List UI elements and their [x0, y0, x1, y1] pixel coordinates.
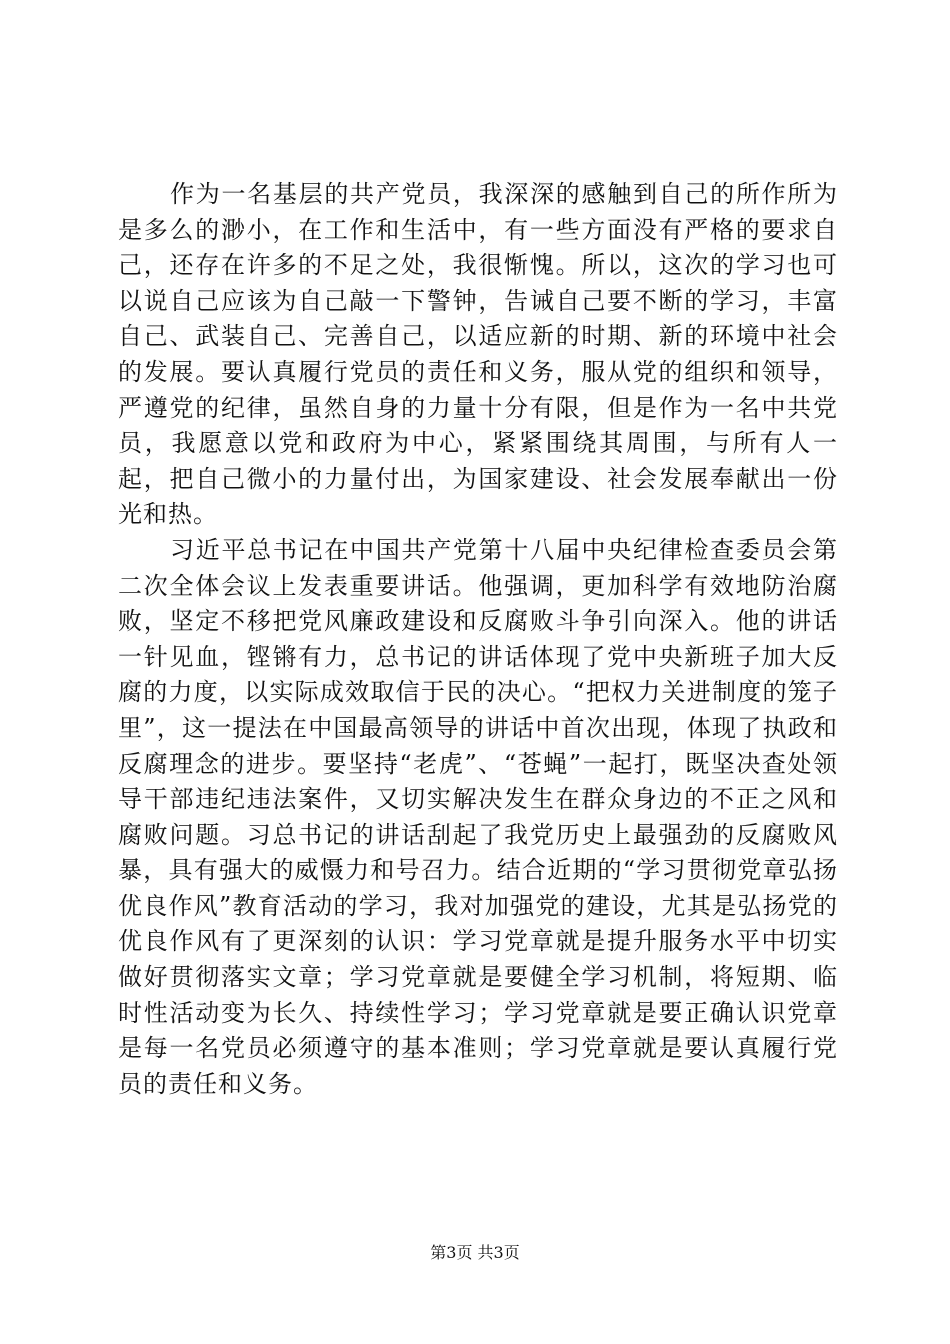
paragraph-1: 作为一名基层的共产党员，我深深的感触到自己的所作所为是多么的渺小，在工作和生活中，有一些方面没有严格的要求自己，还存在许多的不足之处，我很惭愧。所以，这次的学习也可以说自己应该为自己敲一下警钟，告诫自己要不断的学习，丰富自己、武装自己、完善自己，以适应新的时期、新的环境中社会的发展。要认真履行党员的责任和义务，服从党的组织和领导，严遵党的纪律，虽然自身的力量十分有限，但是作为一名中共党员，我愿意以党和政府为中心，紧紧围绕其周围，与所有人一起，把自己微小的力量付出，为国家建设、社会发展奉献出一份光和热。 — [118, 180, 838, 529]
document-body — [118, 177, 838, 1102]
paragraph-2: 习近平总书记在中国共产党第十八届中央纪律检查委员会第二次全体会议上发表重要讲话。他强调，更加科学有效地防治腐败，坚定不移把党风廉政建设和反腐败斗争引向深入。他的讲话一针见血，铿锵有力，总书记的讲话体现了党中央新班子加大反腐的力度，以实际成效取信于民的决心。“把权力关进制度的笼子里”，这一提法在中国最高领导的讲话中首次出现，体现了执政和反腐理念的进步。要坚持“老虎”、“苍蝇”一起打，既坚决查处领导干部违纪违法案件，又切实解决发生在群众身边的不正之风和腐败问题。习总书记的讲话刮起了我党历史上最强劲的反腐败风暴，具有强大的威慑力和号召力。结合近期的“学习贯彻党章弘扬优良作风”教育活动的学习，我对加强党的建设，尤其是弘扬党的优良作风有了更深刻的认识：学习党章就是提升服务水平中切实做好贯彻落实文章；学习党章就是要健全学习机制，将短期、临时性活动变为长久、持续性学习；学习党章就是要正确认识党章是每一名党员必须遵守的基本准则；学习党章就是要认真履行党员的责任和义务。 — [118, 535, 838, 1098]
page-number-footer: 第3页 共3页 — [430, 1243, 520, 1262]
